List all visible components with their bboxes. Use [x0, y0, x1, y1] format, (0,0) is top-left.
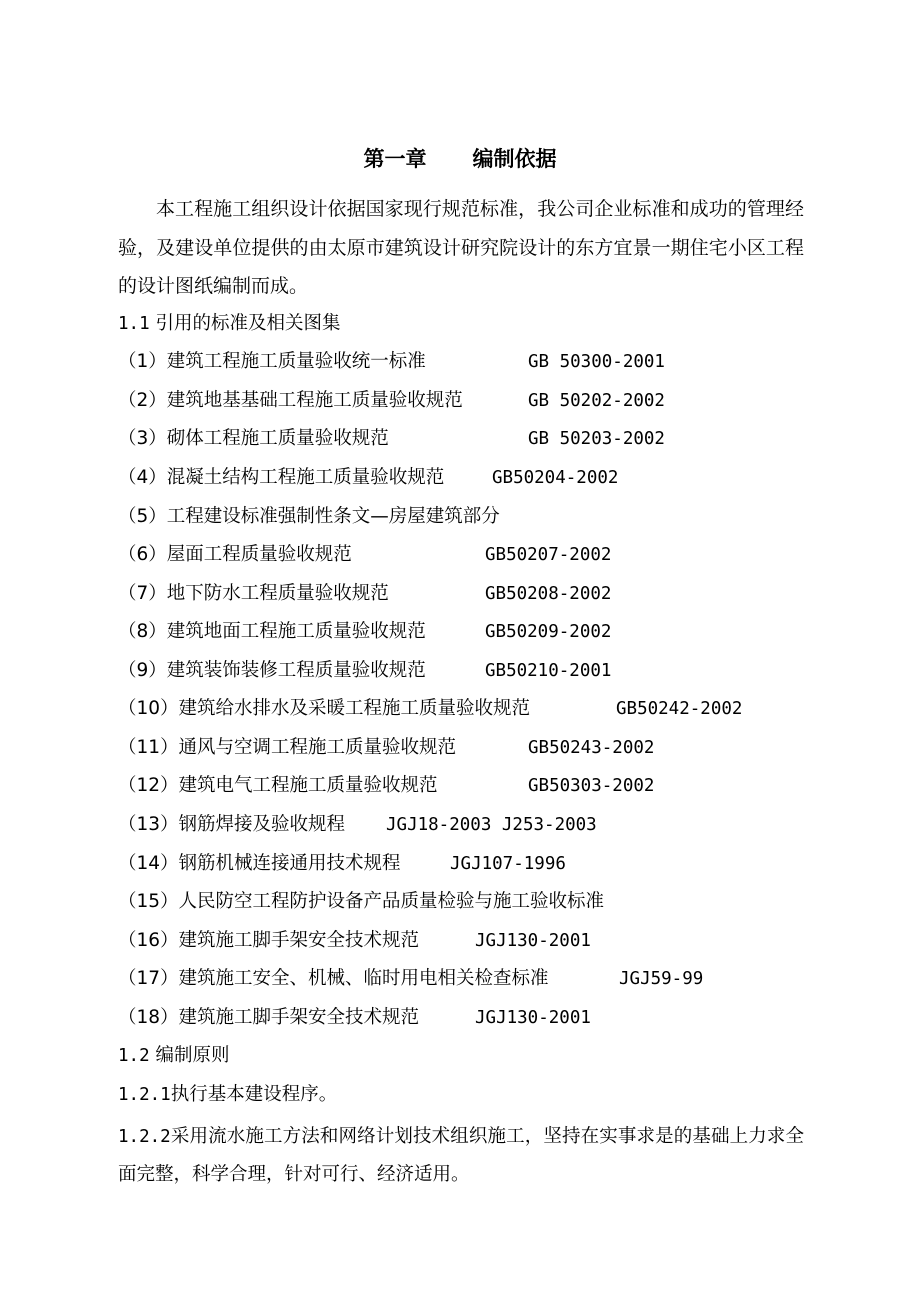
- item-text: 采用流水施工方法和网络计划技术组织施工，坚持在实事求是的基础上力求全面完整，科学合理，针对可行、经济适用。: [118, 1126, 804, 1185]
- chapter-number: 第一章: [363, 146, 427, 171]
- standard-name: （4）混凝土结构工程施工质量验收规范: [118, 467, 445, 488]
- standard-code: GB 50202-2002: [528, 391, 665, 411]
- standard-code: GB 50203-2002: [528, 429, 665, 449]
- section-title: 编制原则: [155, 1045, 230, 1066]
- standard-item: [118, 463, 619, 493]
- standard-name: （15）人民防空工程防护设备产品质量检验与施工验收标准: [118, 891, 605, 912]
- section-number: 1.2: [118, 1046, 150, 1066]
- standard-name: （16）建筑施工脚手架安全技术规范: [118, 930, 420, 951]
- standard-item: [118, 771, 655, 801]
- section-number: 1.1: [118, 314, 150, 334]
- standard-name: （18）建筑施工脚手架安全技术规范: [118, 1007, 420, 1028]
- standard-name: （17）建筑施工安全、机械、临时用电相关检查标准: [118, 968, 549, 989]
- section-heading-1-1: [118, 309, 341, 339]
- standard-name: （7）地下防水工程质量验收规范: [118, 583, 389, 604]
- standard-code: GB50210-2001: [485, 661, 612, 681]
- standard-item: [118, 849, 566, 879]
- standard-code: JGJ107-1996: [450, 854, 566, 874]
- standard-name: （14）钢筋机械连接通用技术规程: [118, 853, 401, 874]
- intro-paragraph: 本工程施工组织设计依据国家现行规范标准，我公司企业标准和成功的管理经验，及建设单位提供的由太原市建筑设计研究院设计的东方宜景一期住宅小区工程的设计图纸编制而成。: [118, 198, 804, 297]
- standard-item: [118, 540, 612, 570]
- principle-item-2: [118, 1118, 804, 1193]
- standard-code: JGJ59-99: [619, 969, 704, 989]
- item-number: 1.2.2: [118, 1127, 171, 1147]
- standard-code: GB 50300-2001: [528, 352, 665, 372]
- standard-code: JGJ130-2001: [475, 1008, 591, 1028]
- standard-name: （3）砌体工程施工质量验收规范: [118, 428, 389, 449]
- standard-code: GB50303-2002: [528, 776, 655, 796]
- standard-name: （6）屋面工程质量验收规范: [118, 544, 352, 565]
- standard-name: （1）建筑工程施工质量验收统一标准: [118, 351, 426, 372]
- standard-item: [118, 424, 665, 454]
- standard-name: （9）建筑装饰装修工程质量验收规范: [118, 660, 426, 681]
- standard-item: [118, 656, 612, 686]
- standard-item: [118, 926, 591, 956]
- chapter-name: 编制依据: [472, 146, 557, 171]
- standard-name: （2）建筑地基基础工程施工质量验收规范: [118, 390, 463, 411]
- standard-code: GB50208-2002: [485, 584, 612, 604]
- standard-code: GB50209-2002: [485, 622, 612, 642]
- standard-code: GB50207-2002: [485, 545, 612, 565]
- standard-code: JGJ130-2001: [475, 931, 591, 951]
- item-number: 1.2.1: [118, 1085, 171, 1105]
- standard-name: （8）建筑地面工程施工质量验收规范: [118, 621, 426, 642]
- standard-item: [118, 694, 743, 724]
- section-heading-1-2: [118, 1041, 230, 1071]
- standard-name: （5）工程建设标准强制性条文—房屋建筑部分: [118, 506, 500, 527]
- standard-name: （13）钢筋焊接及验收规程: [118, 814, 346, 835]
- standard-name: （10）建筑给水排水及采暖工程施工质量验收规范: [118, 698, 531, 719]
- standard-item: [118, 887, 604, 917]
- standard-item: [118, 810, 597, 840]
- item-text: 执行基本建设程序。: [170, 1084, 338, 1105]
- standard-item: [118, 386, 665, 416]
- standard-item: [118, 1003, 591, 1033]
- standard-item: [118, 964, 704, 994]
- standard-code: JGJ18-2003 J253-2003: [386, 815, 597, 835]
- standard-name: （12）建筑电气工程施工质量验收规范: [118, 775, 438, 796]
- standard-item: [118, 502, 500, 532]
- chapter-title: [0, 142, 920, 176]
- standard-item: [118, 347, 665, 377]
- standard-code: GB50243-2002: [528, 738, 655, 758]
- standard-item: [118, 733, 655, 763]
- standard-item: [118, 617, 612, 647]
- section-title: 引用的标准及相关图集: [155, 313, 341, 334]
- standard-name: （11）通风与空调工程施工质量验收规范: [118, 737, 457, 758]
- principle-item-1: [118, 1080, 337, 1110]
- standard-code: GB50204-2002: [492, 468, 619, 488]
- standard-code: GB50242-2002: [616, 699, 743, 719]
- standard-item: [118, 579, 612, 609]
